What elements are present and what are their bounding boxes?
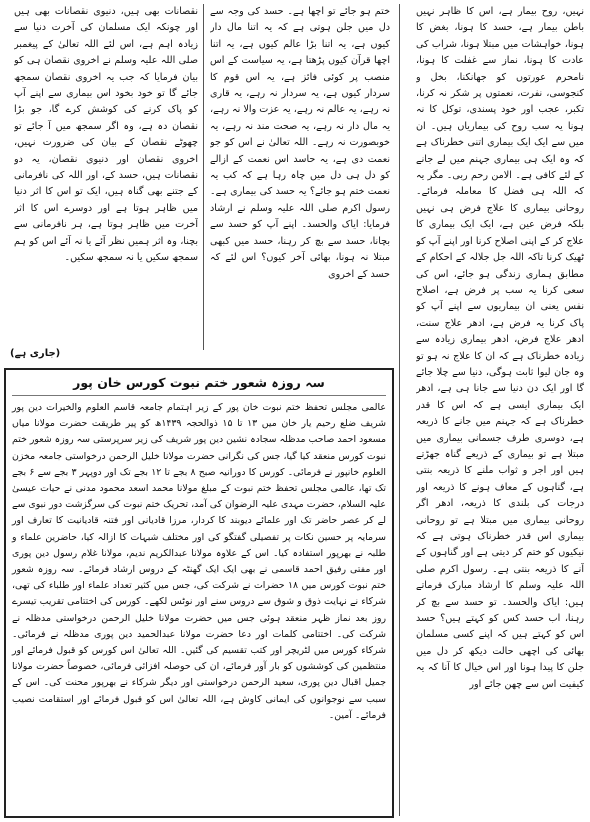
news-box-title: سہ روزہ شعور ختم نبوت کورس خان پور: [12, 374, 386, 396]
news-box-body: عالمی مجلس تحفظ ختم نبوت خان پور کے زیر اہتمام جامعہ قاسم العلوم والخیرات دین پور شریف ضلع رحیم یار خان میں ۱۳ تا ۱۵ ذوالحجہ ۱۴۳۹ھ کو پیر طریقت حضرت مولانا میاں مسعود احمد صاحب مدظلہ سجادہ نشین دین پور شریف کی زیر سرپرستی سہ روزہ شعور ختم نبوت کورس منعقد کیا گیا، جس کی نگرانی حضرت مولانا خلیل الرحمن درخواستی جامعہ مخزن العلوم خانپور نے فرمائی۔ کورس کا دورانیہ صبح ۸ بجے تا ۱۲ بجے تک اور دوپہر ۳ بجے سے ۶ بجے تک تھا، عالمی مجلس تحفظ ختم نبوت کے مبلغ مولانا محمد اسعد محمود مدنی نے حیات عیسیٰ علیہ السلام، حضرت مہدی علیہ الرضوان کی آمد، تحریک ختم نبوت کی سرگزشت دور نبوی سے لے کر عصر حاضر تک اور علمائے دیوبند کا کردار، مرزا قادیانی اور فتنہ قادیانیت کا تعارف اور سرمایہ پر حسین نکات پر تفصیلی گفتگو کی اور مختلف شبہات کا ازالہ کیا، حاضرین علماء و طلبہ نے بھرپور استفادہ کیا۔ اس کے علاوہ مولانا عبدالکریم ندیم، مولانا غلام رسول دین پوری اور مفتی رفیق احمد قاسمی نے بھی ایک ایک گھنٹہ کے دروس ارشاد فرمائے۔ سہ روزہ شعور ختم نبوت کورس میں ۱۸ حضرات نے شرکت کی، جس میں کثیر تعداد علماء اور طلباء کی تھی، شرکاء نے نہایت ذوق و شوق سے دروس سنے اور نوٹس لکھے۔ کورس کی اختتامی تقریب تیسرے روز بعد نماز ظہر منعقد ہوئی جس میں حضرت مولانا خلیل الرحمن درخواستی مدظلہ نے شرکت کی۔ اختتامی کلمات اور دعا حضرت مولانا عبدالحمید دین پوری مدظلہ نے فرمائی۔ شرکاء کورس میں لٹریچر اور کتب تقسیم کی گئیں۔ اللہ تعالیٰ اس کورس کو قبول فرمائے اور منتظمین کی کوششوں کو بار آور فرمائے، ان کی حوصلہ افزائی فرمائی، خصوصاً حضرت مولانا جمیل اقبال دین پوری، سعید الرحمن درخواستی اور دیگر شرکاء نے بھرپور محنت کی۔ اس کے سبب سے نوجوانوں کی ایمانی کاوش ہے، اللہ تعالیٰ اس کو قبول فرمائے اور استقامت نصیب فرمائے۔ آمین۔: [12, 402, 387, 721]
article-column-1: [416, 4, 584, 816]
article-column-2: [210, 4, 390, 338]
article-column-3: [14, 4, 198, 348]
news-box: [4, 368, 394, 818]
column-divider: [399, 4, 400, 816]
column-1-text: نہیں، روح بیمار ہے، اس کا ظاہر نہیں باطن بیمار ہے، حسد کا ہونا، بغض کا ہونا، خواہشات میں مبتلا ہونا، شراب کی عادت کا ہونا، نماز سے غفلت کا ہونا، نامحرم عورتوں کو جھانکنا، بخل و کنجوسی، نفرت، نعمتوں پر شکر نہ کرنا، تکبر، عجب اور خود پسندی، توکل کا نہ ہونا یہ سب روح کی بیماریاں ہیں۔ ان میں سے ایک ایک بیماری اتنی خطرناک ہے کہ وہ ایک ہی بیماری جہنم میں لے جانے کے لئے کافی ہے۔ الامن رحم ربی۔ مگر یہ کہ اللہ ہی فضل کا معاملہ فرمائے۔ روحانی بیماری کا علاج فرض ہی نہیں بلکہ فرض عین ہے، ایک ایک بیماری کا علاج کر کے اپنی اصلاح کرنا اور اپنے آپ کو ٹھیک کرنا تاکہ اللہ جل جلالہ کے احکام کے مطابق ہماری زندگی ہو جائے، اس کی سعی کرنا یہ سب پر فرض ہے، اصلاح نفس یعنی ان بیماریوں سے اپنے آپ کو پاک کرنا یہ فرض ہے، ادھر علاج سنت، ادھر علاج فرض، ادھر بیماری زیادہ سے زیادہ خطرناک ہے کہ ان کا علاج نہ ہو تو وہ جان لیوا ثابت ہوگی، دنیا سے چلا جائے گا اور ایک دن دنیا سے جانا ہی ہے، ادھر ایک بیماری ایسی ہے کہ اس کا قدر خطرناک ہے کہ جہنم میں جانے کا ذریعہ ہے، دوسری طرف جسمانی بیماری میں مبتلا ہے تو بیماری کے ذریعے گناہ جھڑتے ہیں اور اجر و ثواب ملنے کا ذریعہ بنتی ہے، گناہوں کے معاف ہونے کا ذریعہ اور درجات کی بلندی کا ذریعہ، ادھر اگر روحانی بیماری میں مبتلا ہے تو روحانی بیماری اس قدر خطرناک ہوتی ہے کہ نیکیوں کو ختم کر دیتی ہے اور گناہوں کے آنے کا ذریعہ بنتی ہے۔ رسول اکرم صلی اللہ علیہ وسلم کا ارشاد مبارک فرماتے ہیں: ایاک والحسد۔ تو حسد سے بچ کر رہنا، اب حسد کس کو کہتے ہیں؟ حسد اس کو کہتے ہیں کہ اپنے کسی مسلمان بھائی کی اچھی حالت دیکھ کر دل میں جلن کا پیدا ہونا اور اس خیال کا آنا کہ یہ کیفیت اس سے چھن جائے اور: [416, 6, 584, 690]
column-2-text: ختم ہو جائے تو اچھا ہے۔ حسد کی وجہ سے دل میں جلن ہوتی ہے کہ یہ اتنا مال دار کیوں ہے، یہ اتنا بڑا عالم کیوں ہے، یہ اتنا اچھا قرآن کیوں پڑھتا ہے، یہ سیاست کے اس منصب پر کوئی فائز ہے، یہ اس قوم کا سردار کیوں ہے، یہ سردار نہ رہے، یہ قاری نہ رہے، یہ عالم نہ رہے، یہ عزت والا نہ رہے، یہ مال دار نہ رہے، یہ صحت مند نہ رہے، یہ خوبصورت نہ رہے۔ اللہ تعالیٰ نے اس کو جو نعمت دی ہے، یہ حاسد اس نعمت کے ازالے کو دل ہی دل میں چاہ رہا ہے کہ کب یہ نعمت ختم ہو جائے؟ یہ حسد کی بیماری ہے۔ رسول اکرم صلی اللہ علیہ وسلم نے ارشاد فرمایا: ایاک والحسد۔ اپنے آپ کو حسد سے بچانا، حسد سے بچ کر رہنا، حسد میں کبھی مبتلا نہ ہونا، بھائی آخر کیوں؟ اس لئے کہ حسد کے اخروی: [210, 6, 390, 280]
continued-label: (جاری ہے): [10, 348, 61, 359]
column-divider: [203, 4, 204, 350]
column-3-text: نقصانات بھی ہیں، دنیوی نقصانات بھی ہیں اور چونکہ ایک مسلمان کی آخرت دنیا سے زیادہ اہم ہے، اس لئے اللہ تعالیٰ کے پیغمبر صلی اللہ علیہ وسلم نے اخروی نقصان ہی کو بیان فرمایا کہ جب یہ اخروی نقصان سمجھ جائے گا تو خود بخود اس بیماری سے اپنے آپ کو پاک کرنے کی کوشش کرے گا، جو بڑا نقصان دہ ہے، وہ اگر سمجھ میں آ جائے تو چھوٹے نقصان کے بیان کی ضرورت نہیں، اخروی نقصان اور دنیوی نقصان، یہ دو نقصانات ہیں، حسد کے، اور اللہ کی نافرمانی کے جتنے بھی گناہ ہیں، ایک تو اس کا اثر دنیا میں ظاہر ہوتا ہے اور دوسرے اس کا اثر آخرت میں ظاہر ہوتا ہے، ہر نافرمانی سے بچنا، وہ اثر ہمیں نظر آئے یا نہ آئے اس کو ہم سمجھ سکیں یا نہ سمجھ سکیں۔: [14, 6, 198, 264]
